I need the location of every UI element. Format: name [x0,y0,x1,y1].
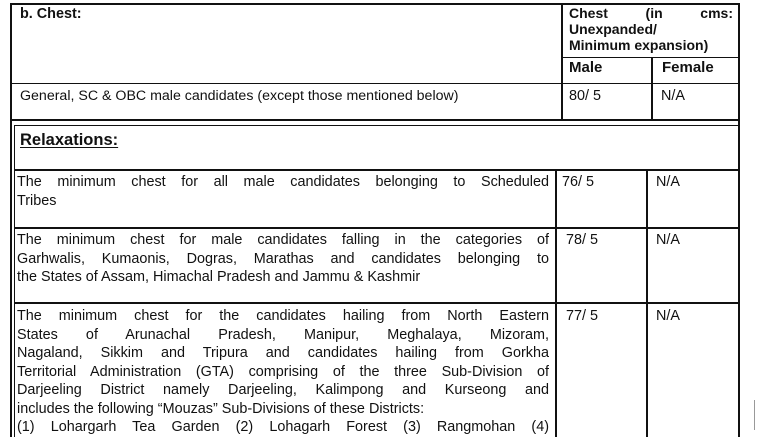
divider-male-female [651,57,653,121]
hline-header-sub [562,57,739,58]
header-line-2: Unexpanded/ [569,21,657,37]
header-line-1: Chest (in cms: [569,5,733,21]
line: The minimum chest for the candidates hailing from North Eastern [17,308,549,324]
line: Nagaland, Sikkim and Tripura and candidates hailing from Gorkha [17,345,549,361]
border-right [738,3,740,437]
relaxation-row-2-text [17,231,549,287]
male-header: Male [569,59,603,76]
general-row-male: 80/ 5 [569,88,602,104]
hline-after-row2 [14,302,739,304]
relaxation-row-2-female: N/A [656,232,680,248]
border-left-inner [14,125,15,437]
hline-after-header [10,83,740,84]
line: Garhwalis, Kumaonis, Dogras, Marathas and candidates belonging to [17,250,549,267]
hline-relax-top [14,125,739,126]
divider-label-male-lower [555,171,557,437]
relaxation-row-2-male: 78/ 5 [566,232,599,248]
relaxation-row-1-text [17,173,549,210]
relaxation-row-1-male: 76/ 5 [562,174,595,190]
line: Territorial Administration (GTA) comprising of the three Sub-Division of [17,363,549,380]
line: The minimum chest for all male candidates belonging to Scheduled [17,174,549,190]
hline-after-general [10,119,740,121]
border-left [10,3,12,437]
relaxation-row-3-male: 77/ 5 [566,308,599,324]
relaxation-row-3-female: N/A [656,308,680,324]
edge-mark [754,400,755,430]
hline-after-row1 [14,227,739,229]
relaxation-row-3-text [17,307,549,437]
hline-after-relax-title [14,169,739,171]
header-line-3: Minimum expansion) [569,37,709,53]
female-header: Female [662,59,714,76]
line: the States of Assam, Himachal Pradesh and Jammu & Kashmir [17,269,421,285]
section-title: b. Chest: [20,6,82,22]
line: The minimum chest for male candidates falling in the categories of [17,232,549,248]
divider-male-female-lower [646,171,648,437]
line: Tribes [17,192,57,209]
general-row-label: General, SC & OBC male candidates (except those mentioned below) [20,88,459,104]
line: includes the following “Mouzas” Sub-Divisions of these Districts: [17,400,425,417]
line: (1) Lohargarh Tea Garden (2) Lohagarh Forest (3) Rangmohan (4) [17,419,549,435]
line: States of Arunachal Pradesh, Manipur, Meghalaya, Mizoram, [17,326,549,343]
relaxation-row-1-female: N/A [656,174,680,190]
relaxations-title: Relaxations: [20,131,119,149]
line: Darjeeling District namely Darjeeling, Kalimpong and Kurseong and [17,382,549,398]
general-row-female: N/A [661,88,685,104]
divider-label-male [561,3,563,121]
chest-column-header [569,5,733,53]
